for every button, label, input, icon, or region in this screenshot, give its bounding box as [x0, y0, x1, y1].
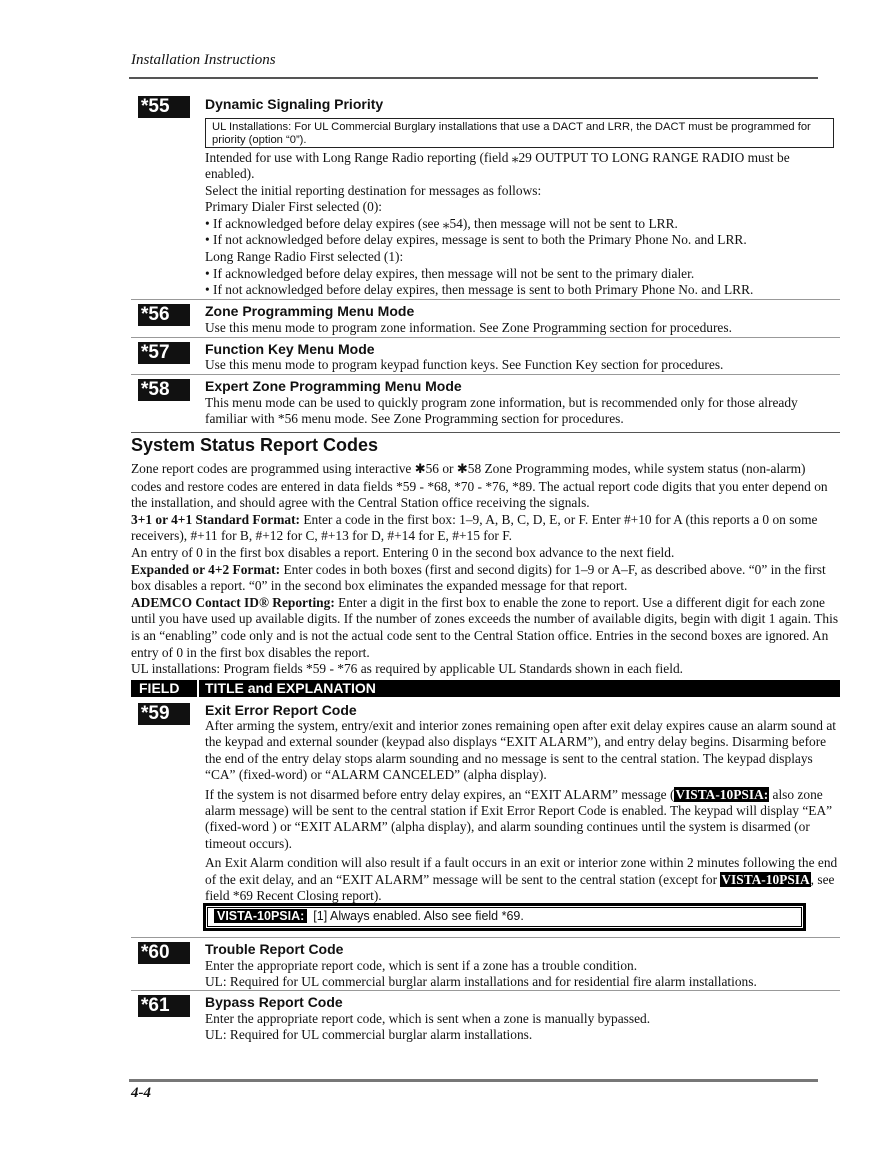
field-title-61: Bypass Report Code — [205, 994, 343, 1010]
field-code-55: *55 — [138, 96, 190, 118]
bullet-item: • If acknowledged before delay expires (see ⁎54), then message will not be sent to LRR. — [205, 215, 678, 231]
field-body-56: Use this menu mode to program zone information. See Zone Programming section for procedures. — [205, 320, 732, 335]
field-title-58: Expert Zone Programming Menu Mode — [205, 378, 462, 394]
paragraph: UL: Required for UL commercial burglar alarm installations. — [205, 1027, 533, 1043]
model-highlight: VISTA-10PSIA: — [675, 786, 769, 802]
footer-rule — [129, 1079, 818, 1082]
vista-note-box — [203, 903, 806, 931]
ul-note-box: UL Installations: For UL Commercial Burglary installations that use a DACT and LRR, the DACT must be programmed for priority (option “0”). — [205, 118, 834, 148]
field-body-61 — [205, 1011, 840, 1044]
field-code-58: *58 — [138, 379, 190, 401]
field-body-55 — [205, 150, 840, 299]
paragraph: Enter the appropriate report code, which is sent if a zone has a trouble condition. — [205, 958, 638, 973]
field-body-58: This menu mode can be used to quickly program zone information, but is recommended only for those already familiar with *56 menu mode. See Zone Programming section for procedures. — [205, 395, 798, 427]
paragraph: Intended for use with Long Range Radio reporting (field ⁎29 OUTPUT TO LONG RANGE RADIO must be enabled). — [205, 150, 790, 182]
bullet-item: • If not acknowledged before delay expires, message is sent to both the Primary Phone No. and LRR. — [205, 232, 747, 248]
paragraph: If the system is not disarmed before entry delay expires, an “EXIT ALARM” message (VISTA-10PSIA: also zone alarm message) will be sent to the central station if Exit Error Report Code is enabled. The keypad will display “EA” (fixed-word ) or “EXIT ALARM” (alpha display), and alarm sounding continues until the system is disarmed (or timeout occurs). — [205, 786, 833, 851]
contact-id-paragraph: ADEMCO Contact ID® Reporting: Enter a digit in the first box to enable the zone to report. Use a different digit for each zone until you have used up available digits. If the number of zones exceeds the number of available digits, begin with digit 1 again. This is an “enabling” code only and is not the actual code sent to the Central Station office. Entries in the second boxes are ignored. An entry of 0 in the first box disables the report. — [131, 594, 839, 660]
paragraph: After arming the system, entry/exit and interior zones remaining open after exit delay expires cause an alarm sound at the keypad and external sounder (keypad also displays “EXIT ALARM”), and entry delay begins. Disarming before the end of the entry delay stops alarm sounding and no message is sent to the central station. The keypad displays “CA” (fixed-word) or “ALARM CANCELED” (alpha display). — [205, 718, 836, 783]
running-header: Installation Instructions — [131, 52, 276, 68]
paragraph: An entry of 0 in the first box disables a report. Entering 0 in the second box advance to the next field. — [131, 544, 675, 560]
field-title-57: Function Key Menu Mode — [205, 341, 375, 357]
field-code-59: *59 — [138, 703, 190, 725]
field-body-60 — [205, 958, 840, 991]
section-rule — [131, 432, 840, 433]
paragraph: An Exit Alarm condition will also result if a fault occurs in an exit or interior zone within 2 minutes following the end of the exit delay, and an “EXIT ALARM” message will be sent to the central station (except for VISTA-10PSIA, see field *69 Recent Closing report). — [205, 855, 838, 904]
paragraph: Select the initial reporting destination for messages as follows: — [205, 182, 542, 198]
vista-note-inner — [207, 907, 802, 927]
section-body — [131, 461, 839, 678]
model-highlight: VISTA-10PSIA — [721, 871, 810, 887]
field-title-59: Exit Error Report Code — [205, 702, 357, 718]
paragraph: Enter the appropriate report code, which is sent when a zone is manually bypassed. — [205, 1011, 651, 1026]
header-rule — [129, 77, 818, 79]
field-body-59 — [205, 718, 840, 904]
field-code-61: *61 — [138, 995, 190, 1017]
paragraph: Long Range Radio First selected (1): — [205, 249, 404, 265]
bullet-item: • If acknowledged before delay expires, then message will not be sent to the primary dialer. — [205, 265, 695, 281]
standard-format-paragraph: 3+1 or 4+1 Standard Format: Enter a code in the first box: 1–9, A, B, C, D, E, or F. Enter #+10 for A (this reports a 0 on some receivers), #+11 for B, #+12 for C, #+13 for D, #+14 for E, #+15 for F. — [131, 511, 818, 544]
paragraph: Primary Dialer First selected (0): — [205, 199, 383, 215]
field-body-57: Use this menu mode to program keypad function keys. See Function Key section for procedures. — [205, 357, 724, 372]
paragraph: UL: Required for UL commercial burglar alarm installations and for residential fire alarm installations. — [205, 974, 757, 990]
row-divider — [131, 337, 840, 338]
field-code-57: *57 — [138, 342, 190, 364]
expanded-format-paragraph: Expanded or 4+2 Format: Enter codes in both boxes (first and second digits) for 1–9 or A–F, as described above. “0” in the first box disables a report. “0” in the second box eliminates the expanded message for that report. — [131, 561, 826, 594]
ul-installations-note: UL installations: Program fields *59 - *76 as required by applicable UL Standards shown in each field. — [131, 661, 683, 677]
field-code-56: *56 — [138, 304, 190, 326]
column-header-field: FIELD — [139, 680, 180, 696]
section-heading: System Status Report Codes — [131, 435, 379, 455]
column-header-title: TITLE and EXPLANATION — [205, 680, 376, 696]
field-title-60: Trouble Report Code — [205, 941, 344, 957]
field-code-60: *60 — [138, 942, 190, 964]
table-header — [131, 680, 840, 697]
vista-tag: VISTA-10PSIA: — [214, 909, 307, 923]
row-divider — [131, 990, 840, 991]
page-number: 4-4 — [131, 1085, 151, 1101]
row-divider — [131, 299, 840, 300]
row-divider — [131, 937, 840, 938]
vista-note-text: [1] Always enabled. Also see field *69. — [313, 909, 524, 923]
bullet-item: • If not acknowledged before delay expires, then message is sent to both Primary Phone No. and LRR. — [205, 282, 754, 298]
row-divider — [131, 374, 840, 375]
column-separator — [197, 680, 199, 697]
section-intro: Zone report codes are programmed using interactive ✱56 or ✱58 Zone Programming modes, while system status (non-alarm) codes and restore codes are entered in data fields *59 - *68, *70 - *76, *89. The actual report code digits that you enter depend on the installation, and should agree with the Central Station office receiving the signals. — [131, 461, 828, 511]
field-title-56: Zone Programming Menu Mode — [205, 303, 415, 319]
field-title-55: Dynamic Signaling Priority — [205, 96, 384, 112]
